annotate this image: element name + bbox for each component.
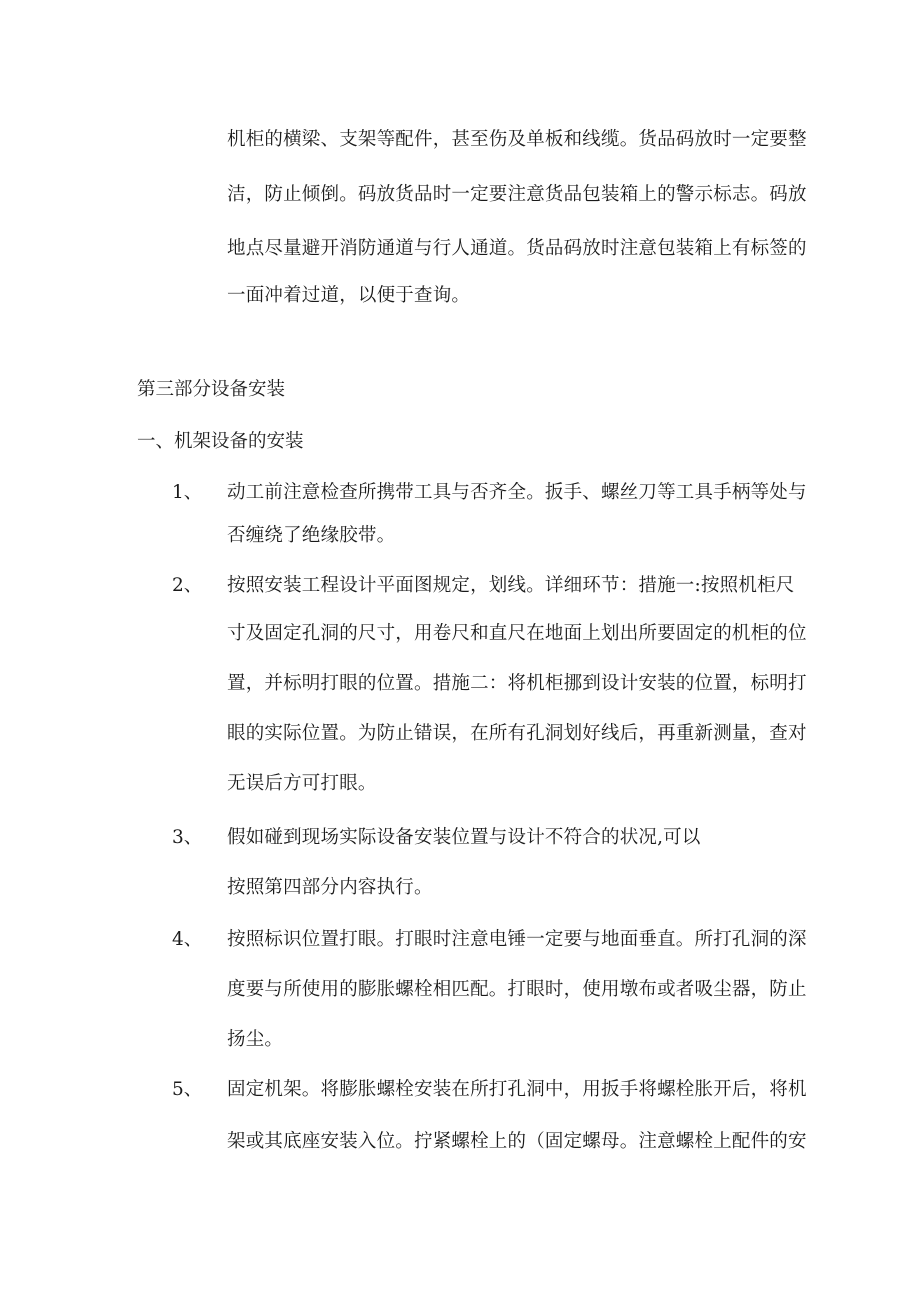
intro-line-2: 洁，防止倾倒。码放货品时一定要注意货品包装箱上的警示标志。码放 [227, 184, 807, 205]
intro-line-3: 地点尽量避开消防通道与行人通道。货品码放时注意包装箱上有标签的 [227, 238, 807, 259]
item-2-line-4: 眼的实际位置。为防止错误，在所有孔洞划好线后，再重新测量，查对 [227, 723, 807, 744]
item-5-line-1: 固定机架。将膨胀螺栓安装在所打孔洞中，用扳手将螺栓胀开后，将机 [227, 1079, 807, 1100]
item-1-line-2: 否缠绕了绝缘胶带。 [227, 525, 396, 546]
item-number-4: 4、 [172, 929, 203, 950]
item-2-line-3: 置，并标明打眼的位置。措施二：将机柜挪到设计安装的位置，标明打 [227, 673, 807, 694]
item-number-3: 3、 [172, 827, 203, 848]
item-2-line-2: 寸及固定孔洞的尺寸，用卷尺和直尺在地面上划出所要固定的机柜的位 [227, 623, 807, 644]
item-number-5: 5、 [172, 1079, 203, 1100]
item-5-line-2: 架或其底座安装入位。拧紧螺栓上的（固定螺母。注意螺栓上配件的安 [227, 1131, 807, 1152]
item-4-line-1: 按照标识位置打眼。打眼时注意电锤一定要与地面垂直。所打孔洞的深 [227, 929, 807, 950]
item-number-1: 1、 [172, 482, 203, 503]
item-2-line-1: 按照安装工程设计平面图规定，划线。详细环节：措施一:按照机柜尺 [227, 575, 795, 596]
item-3-line-2: 按照第四部分内容执行。 [227, 877, 433, 898]
intro-line-4: 一面冲着过道，以便于查询。 [227, 285, 471, 306]
intro-line-1: 机柜的横梁、支架等配件，甚至伤及单板和线缆。货品码放时一定要整 [227, 129, 807, 150]
section-title: 第三部分设备安装 [137, 379, 286, 400]
item-3-line-1: 假如碰到现场实际设备安装位置与设计不符合的状况,可以 [227, 827, 701, 848]
item-4-line-3: 扬尘。 [227, 1029, 284, 1050]
item-number-2: 2、 [172, 575, 203, 596]
item-1-line-1: 动工前注意检查所携带工具与否齐全。扳手、螺丝刀等工具手柄等处与 [227, 482, 807, 503]
item-4-line-2: 度要与所使用的膨胀螺栓相匹配。打眼时，使用墩布或者吸尘器，防止 [227, 979, 807, 1000]
subsection-title: 一、机架设备的安装 [137, 431, 304, 452]
item-2-line-5: 无误后方可打眼。 [227, 773, 377, 794]
